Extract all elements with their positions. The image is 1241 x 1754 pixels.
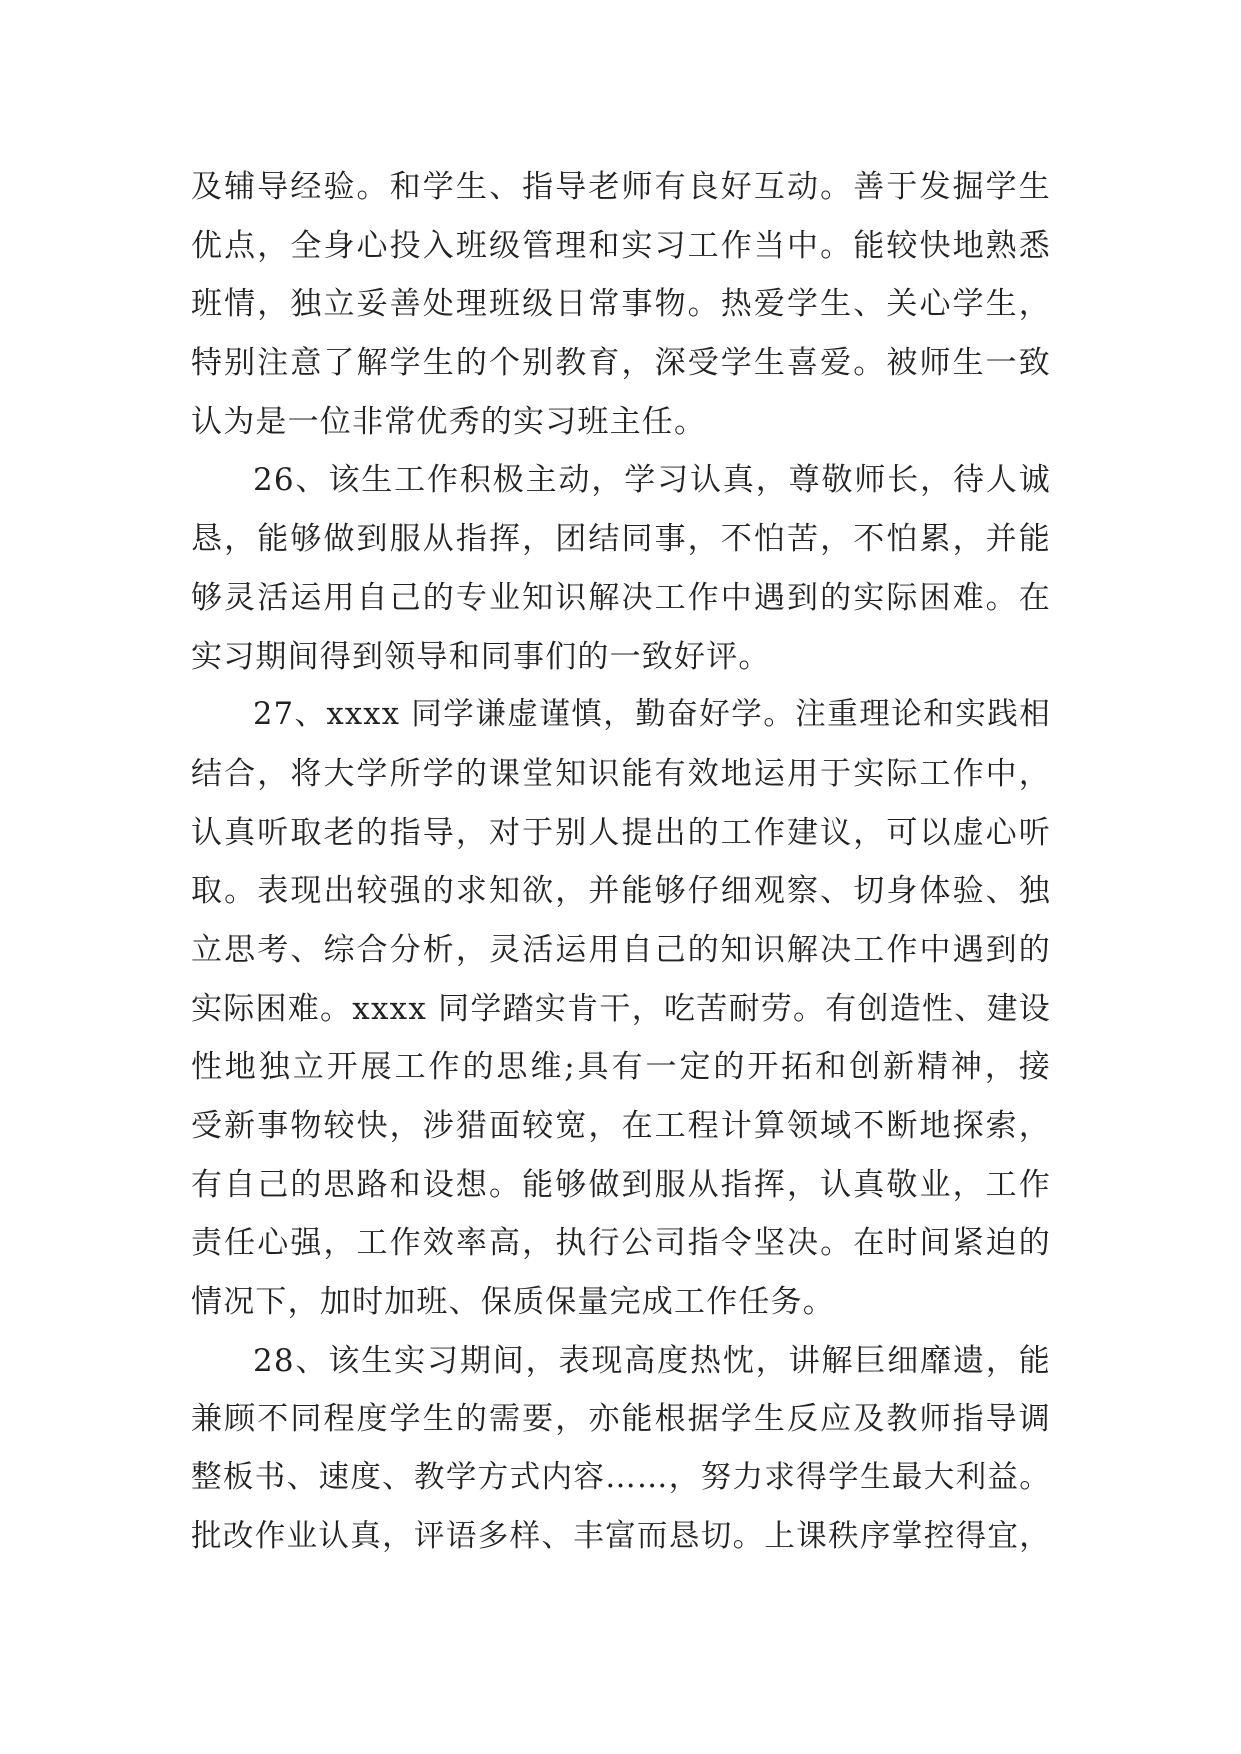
text-line: 够灵活运用自己的专业知识解决工作中遇到的实际困难。在	[191, 579, 1051, 616]
text-line: 立思考、综合分析，灵活运用自己的知识解决工作中遇到的	[191, 931, 1051, 968]
text-line: 恳，能够做到服从指挥，团结同事，不怕苦，不怕累，并能	[191, 521, 1051, 558]
text-line: 认真听取老的指导，对于别人提出的工作建议，可以虚心听	[191, 814, 1051, 851]
text-line: 取。表现出较强的求知欲，并能够仔细观察、切身体验、独	[191, 873, 1051, 910]
text-line: 特别注意了解学生的个别教育，深受学生喜爱。被师生一致	[191, 345, 1051, 382]
text-line: 情况下，加时加班、保质保量完成工作任务。	[191, 1284, 835, 1321]
text-line: 认为是一位非常优秀的实习班主任。	[191, 403, 707, 440]
text-line: 整板书、速度、教学方式内容……，努力求得学生最大利益。	[191, 1460, 1051, 1496]
text-line: 结合，将大学所学的课堂知识能有效地运用于实际工作中，	[191, 755, 1051, 792]
text-line: 26、该生工作积极主动，学习认真，尊敬师长，待人诚	[253, 462, 1051, 499]
text-line: 实际困难。xxxx 同学踏实肯干，吃苦耐劳。有创造性、建设	[191, 990, 1051, 1027]
text-line: 责任心强，工作效率高，执行公司指令坚决。在时间紧迫的	[191, 1225, 1051, 1262]
text-line: 28、该生实习期间，表现高度热忱，讲解巨细靡遗，能	[253, 1342, 1051, 1379]
text-line: 性地独立开展工作的思维;具有一定的开拓和创新精神，接	[191, 1049, 1051, 1086]
text-line: 有自己的思路和设想。能够做到服从指挥，认真敬业，工作	[191, 1166, 1051, 1203]
text-line: 27、xxxx 同学谦虚谨慎，勤奋好学。注重理论和实践相	[253, 697, 1051, 733]
text-line: 及辅导经验。和学生、指导老师有良好互动。善于发掘学生	[191, 169, 1051, 205]
document-body	[191, 158, 1051, 1567]
text-line: 班情，独立妥善处理班级日常事物。热爱学生、关心学生，	[191, 286, 1051, 323]
text-line: 优点，全身心投入班级管理和实习工作当中。能较快地熟悉	[191, 227, 1051, 264]
text-line: 实习期间得到领导和同事们的一致好评。	[191, 638, 771, 675]
text-line: 兼顾不同程度学生的需要，亦能根据学生反应及教师指导调	[191, 1401, 1051, 1438]
text-line: 受新事物较快，涉猎面较宽，在工程计算领域不断地探索，	[191, 1108, 1051, 1144]
text-line: 批改作业认真，评语多样、丰富而恳切。上课秩序掌控得宜，	[191, 1518, 1051, 1554]
